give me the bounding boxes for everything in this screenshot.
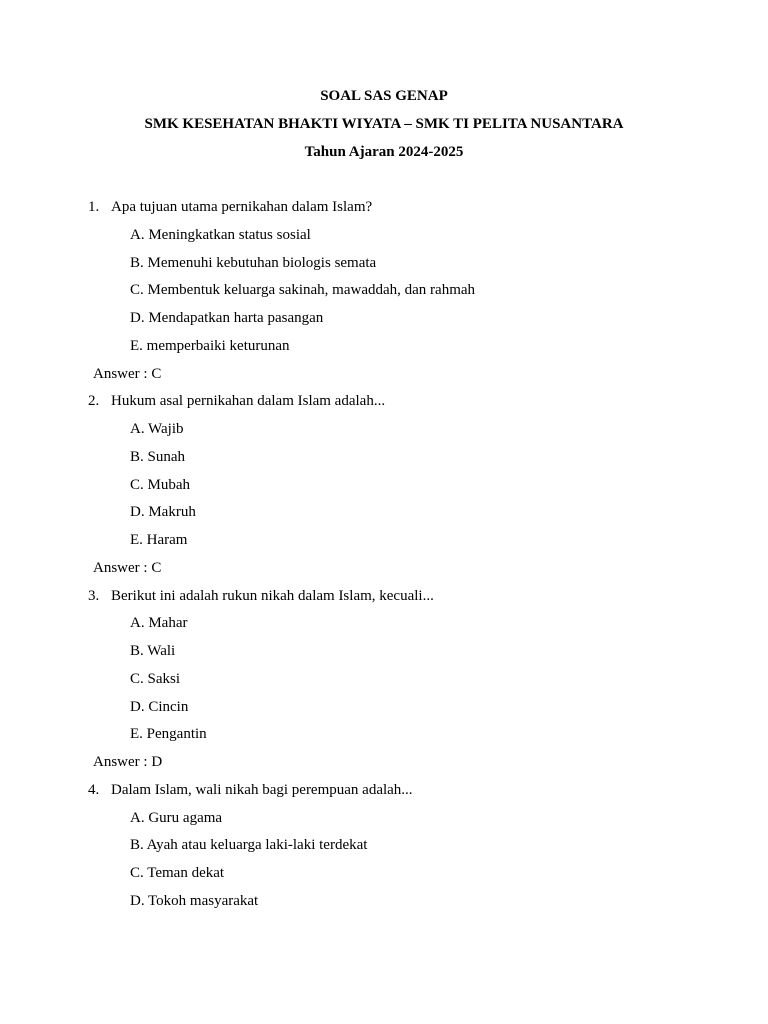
question-text: Hukum asal pernikahan dalam Islam adalah... <box>111 393 386 410</box>
option-d: D. Tokoh masyarakat <box>130 892 259 909</box>
question-4 <box>0 780 768 808</box>
question-3 <box>0 586 768 614</box>
question-text: Dalam Islam, wali nikah bagi perempuan adalah... <box>111 781 413 798</box>
question-2 <box>0 391 768 419</box>
option-e: E. Pengantin <box>130 726 207 743</box>
answer-2: Answer : C <box>93 559 162 576</box>
option-c: C. Saksi <box>130 670 181 687</box>
option-c: C. Mubah <box>130 476 190 493</box>
option-a: A. Guru agama <box>130 809 223 826</box>
option-c: C. Teman dekat <box>130 865 225 881</box>
question-number: 3. <box>88 587 100 604</box>
option-d: D. Mendapatkan harta pasangan <box>130 310 324 326</box>
option-b: B. Wali <box>130 643 176 659</box>
option-d: D. Cincin <box>130 698 189 715</box>
question-text: Apa tujuan utama pernikahan dalam Islam? <box>111 199 373 215</box>
question-number: 1. <box>88 199 100 215</box>
school-names: SMK KESEHATAN BHAKTI WIYATA – SMK TI PELITA NUSANTARA <box>144 116 624 132</box>
exam-title: SOAL SAS GENAP <box>320 88 448 104</box>
option-a: A. Mahar <box>130 615 188 632</box>
answer-3: Answer : D <box>93 754 163 770</box>
option-a: A. Wajib <box>130 421 184 437</box>
option-e: E. Haram <box>130 532 188 548</box>
option-e: E. memperbaiki keturunan <box>130 337 290 354</box>
option-b: B. Sunah <box>130 448 186 465</box>
question-number: 2. <box>88 393 100 410</box>
option-b: B. Memenuhi kebutuhan biologis semata <box>130 254 377 271</box>
academic-year: Tahun Ajaran 2024-2025 <box>304 144 464 160</box>
option-a: A. Meningkatkan status sosial <box>130 226 311 243</box>
option-c: C. Membentuk keluarga sakinah, mawaddah, dan rahmah <box>130 282 476 299</box>
answer-1: Answer : C <box>93 365 162 382</box>
question-list <box>0 197 768 919</box>
option-d: D. Makruh <box>130 504 196 521</box>
question-1 <box>0 197 768 225</box>
option-b: B. Ayah atau keluarga laki-laki terdekat <box>130 837 368 854</box>
question-text: Berikut ini adalah rukun nikah dalam Islam, kecuali... <box>111 587 434 604</box>
question-number: 4. <box>88 781 100 798</box>
document-header <box>0 86 768 170</box>
